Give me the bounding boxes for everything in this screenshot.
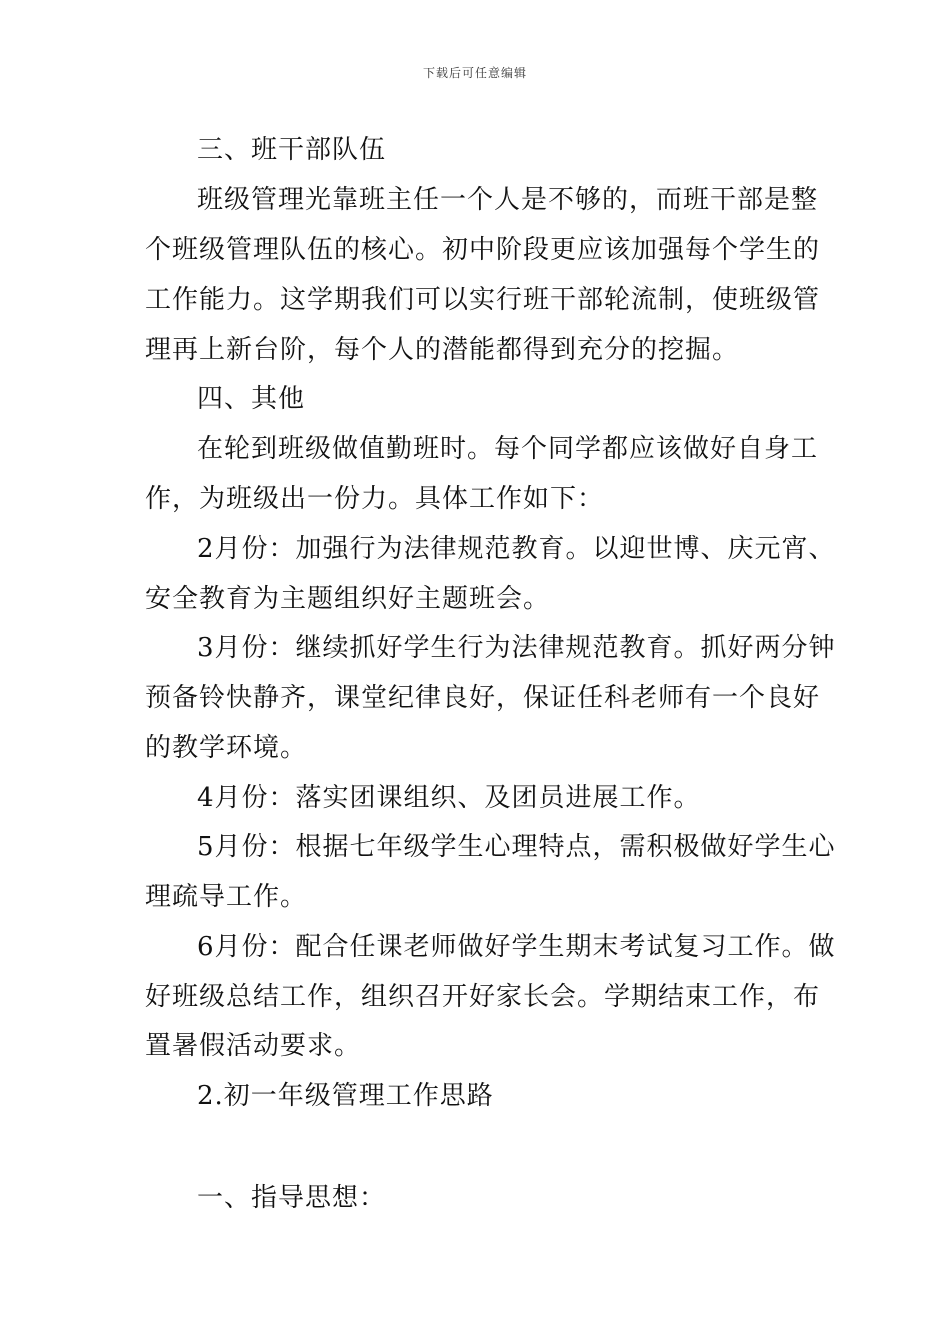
paragraph-line: 理疏导工作。 <box>145 882 308 912</box>
paragraph-line: 6月份：配合任课老师做好学生期末考试复习工作。做 <box>197 932 836 962</box>
section-heading-4: 四、其他 <box>197 384 306 414</box>
paragraph-line: 在轮到班级做值勤班时。每个同学都应该做好自身工 <box>197 434 819 464</box>
paragraph-line: 个班级管理队伍的核心。初中阶段更应该加强每个学生的 <box>145 235 821 265</box>
subsection-title: 2.初一年级管理工作思路 <box>197 1081 494 1111</box>
paragraph-line: 置暑假活动要求。 <box>145 1031 362 1061</box>
section-heading-1: 一、指导思想： <box>197 1183 387 1213</box>
paragraph-line: 3月份：继续抓好学生行为法律规范教育。抓好两分钟 <box>197 633 836 663</box>
paragraph-line: 4月份：落实团课组织、及团员进展工作。 <box>197 783 701 813</box>
paragraph-line: 理再上新台阶，每个人的潜能都得到充分的挖掘。 <box>145 335 740 365</box>
paragraph-line: 班级管理光靠班主任一个人是不够的，而班干部是整 <box>197 185 819 215</box>
section-heading-3: 三、班干部队伍 <box>197 135 387 165</box>
paragraph-line: 2月份：加强行为法律规范教育。以迎世博、庆元宵、 <box>197 534 836 564</box>
paragraph-line: 预备铃快静齐，课堂纪律良好，保证任科老师有一个良好 <box>145 683 821 713</box>
paragraph-line: 5月份：根据七年级学生心理特点，需积极做好学生心 <box>197 832 836 862</box>
paragraph-line: 的教学环境。 <box>145 733 308 763</box>
paragraph-line: 工作能力。这学期我们可以实行班干部轮流制，使班级管 <box>145 285 821 315</box>
paragraph-line: 安全教育为主题组织好主题班会。 <box>145 584 551 614</box>
paragraph-line: 好班级总结工作，组织召开好家长会。学期结束工作，布 <box>145 982 821 1012</box>
header-note: 下载后可任意编辑 <box>422 66 527 80</box>
paragraph-line: 作，为班级出一份力。具体工作如下： <box>145 484 605 514</box>
